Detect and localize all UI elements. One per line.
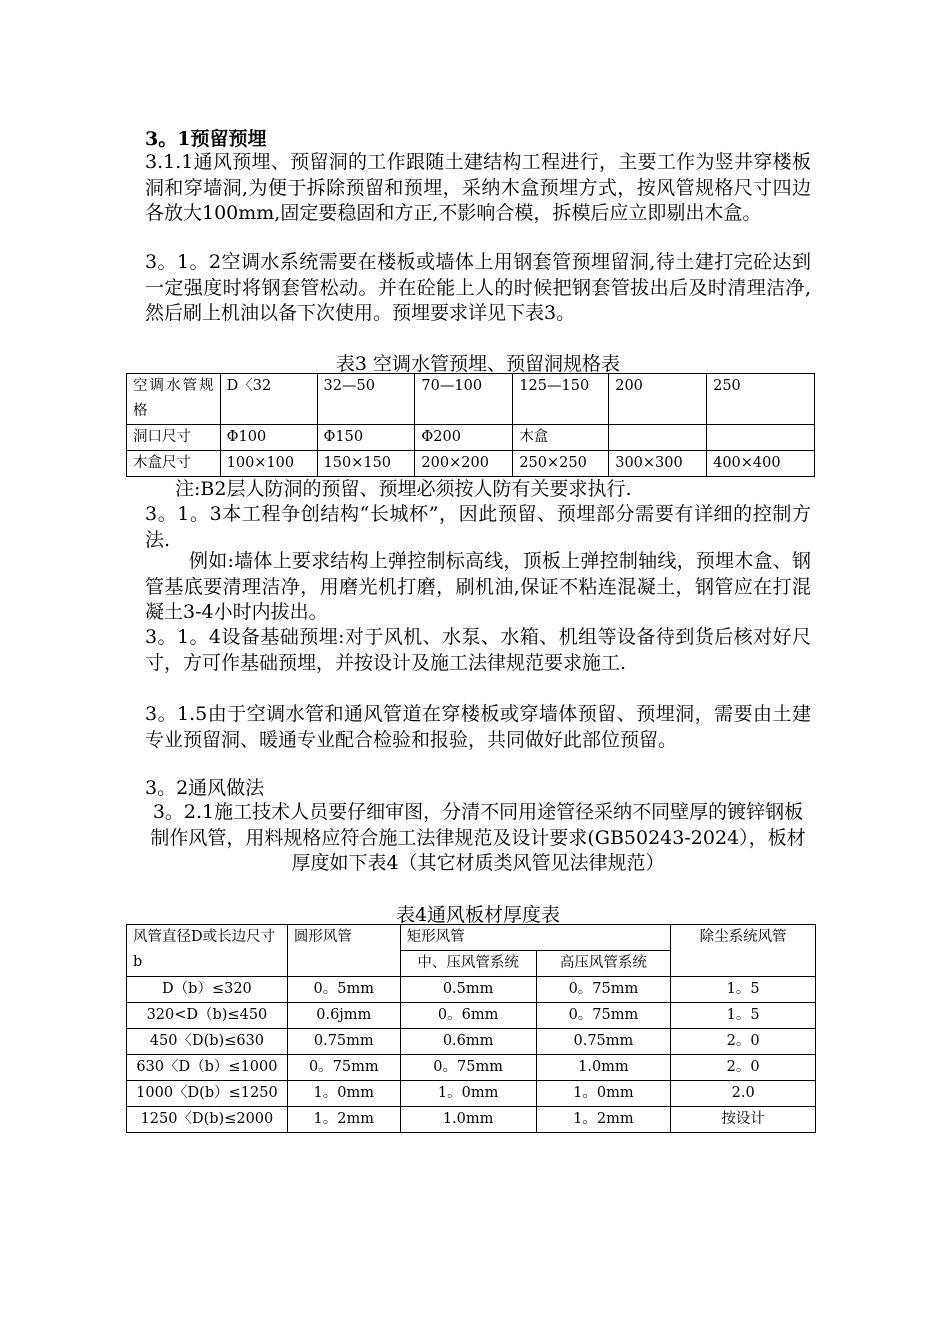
table-cell: 70—100	[415, 374, 513, 425]
section-heading: 3。1预留预埋	[145, 128, 267, 150]
table-row	[127, 374, 815, 425]
table4	[126, 924, 816, 1133]
table-cell: 100×100	[220, 451, 317, 477]
header-dust: 除尘系统风管	[671, 925, 816, 977]
table-cell: 400×400	[707, 451, 815, 477]
table-cell: 0.6mm	[400, 1029, 536, 1055]
paragraph-3-1-5: 3。1.5由于空调水管和通风管道在穿楼板或穿墙体预留、预埋洞，需要由土建专业预留洞、暖通专业配合检验和报验，共同做好此部位预留。	[145, 703, 811, 751]
header-size: 风管直径D或长边尺寸b	[127, 925, 288, 977]
table-row	[127, 1029, 816, 1055]
table-cell: 1.0mm	[536, 1055, 671, 1081]
table3-caption: 表3 空调水管预埋、预留洞规格表	[335, 353, 621, 375]
table-cell: 150×150	[317, 451, 415, 477]
paragraph-3-2-1: 3。2.1施工技术人员要仔细审图，分清不同用途管径采纳不同壁厚的镀锌钢板制作风管，用料规格应符合施工法律规范及设计要求(GB50243-2024），板材厚度如下表4（其它材质类风管见法律规范）	[150, 801, 806, 874]
table-cell: 2。0	[671, 1029, 816, 1055]
table-cell: 1。0mm	[536, 1081, 671, 1107]
table-cell	[609, 425, 707, 451]
table-cell: 125—150	[513, 374, 609, 425]
table-cell: 32—50	[317, 374, 415, 425]
table-row	[127, 1003, 816, 1029]
table-cell: 1。2mm	[536, 1107, 671, 1133]
table-row	[127, 425, 815, 451]
table-cell: 1。0mm	[287, 1081, 400, 1107]
table-cell: D（b）≤320	[127, 977, 288, 1003]
paragraph-3-1-2: 3。1。2空调水系统需要在楼板或墙体上用钢套管预埋留洞,待土建打完砼达到一定强度时将钢套管松动。并在砼能上人的时候把钢套管拔出后及时清理洁净,然后刷上机油以备下次使用。预埋要求详见下表3。	[145, 251, 811, 324]
table-cell: 木盒	[513, 425, 609, 451]
table-cell: 0。75mm	[536, 1003, 671, 1029]
table-cell: 2。0	[671, 1055, 816, 1081]
table-cell: 木盒尺寸	[127, 451, 221, 477]
table-cell: 0。75mm	[400, 1055, 536, 1081]
header-mid: 中、压风管系统	[400, 951, 536, 977]
table-cell	[707, 425, 815, 451]
table-cell: 0.5mm	[400, 977, 536, 1003]
paragraph-3-1-4: 3。1。4设备基础预埋:对于风机、水泵、水箱、机组等设备待到货后核对好尺寸，方可作基础预埋，并按设计及施工法律规范要求施工.	[145, 626, 811, 674]
header-round: 圆形风管	[287, 925, 400, 977]
table-row	[127, 977, 816, 1003]
table-cell: 1000〈D(b）≤1250	[127, 1081, 288, 1107]
table-cell: 0。5mm	[287, 977, 400, 1003]
table-cell: 1。5	[671, 977, 816, 1003]
table-cell: 0.75mm	[287, 1029, 400, 1055]
table-cell: 0。6mm	[400, 1003, 536, 1029]
table-cell: Φ100	[220, 425, 317, 451]
table-cell: 450〈D(b)≤630	[127, 1029, 288, 1055]
table3	[126, 373, 815, 477]
note-b2: 注:B2层人防洞的预留、预埋必须按人防有关要求执行.	[175, 478, 632, 500]
paragraph-3-1-3: 3。1。3本工程争创结构“长城杯”，因此预留、预埋部分需要有详细的控制方法.	[145, 503, 811, 551]
table-cell: 0。75mm	[287, 1055, 400, 1081]
table-cell: 250×250	[513, 451, 609, 477]
table-cell: 1.0mm	[400, 1107, 536, 1133]
table-header-row	[127, 925, 816, 951]
table-cell: 630〈D（b）≤1000	[127, 1055, 288, 1081]
section-3-2-heading: 3。2通风做法	[145, 777, 265, 799]
table-row	[127, 451, 815, 477]
table-cell: 1250〈D(b)≤2000	[127, 1107, 288, 1133]
table-cell: 300×300	[609, 451, 707, 477]
table-cell: 0.75mm	[536, 1029, 671, 1055]
table-cell: 200×200	[415, 451, 513, 477]
table-cell: 2.0	[671, 1081, 816, 1107]
table-cell: D〈32	[220, 374, 317, 425]
table-row	[127, 1055, 816, 1081]
header-high: 高压风管系统	[536, 951, 671, 977]
paragraph-3-1-1: 3.1.1通风预埋、预留洞的工作跟随土建结构工程进行，主要工作为竖井穿楼板洞和穿墙洞,为便于拆除预留和预埋，采纳木盒预埋方式，按风管规格尺寸四边各放大100mm,固定要稳固和方正,不影响合模，拆模后应立即剔出木盒。	[145, 151, 811, 224]
header-rect: 矩形风管	[400, 925, 671, 951]
table-row	[127, 1081, 816, 1107]
table-cell: 320<D（b)≤450	[127, 1003, 288, 1029]
table-cell: 1。0mm	[400, 1081, 536, 1107]
table-row	[127, 1107, 816, 1133]
table-cell: 空调水管规格	[127, 374, 221, 425]
table-cell: 0。75mm	[536, 977, 671, 1003]
table-cell: 1。5	[671, 1003, 816, 1029]
table-cell: 洞口尺寸	[127, 425, 221, 451]
table-cell: Φ200	[415, 425, 513, 451]
paragraph-example: 例如:墙体上要求结构上弹控制标高线，顶板上弹控制轴线，预埋木盒、钢管基底要清理洁净，用磨光机打磨，刷机油,保证不粘连混凝土，钢管应在打混凝土3-4小时内拔出。	[145, 550, 811, 623]
table4-caption: 表4通风板材厚度表	[395, 904, 561, 926]
table-cell: 1。2mm	[287, 1107, 400, 1133]
table-cell: Φ150	[317, 425, 415, 451]
table-cell: 0.6jmm	[287, 1003, 400, 1029]
table-cell: 250	[707, 374, 815, 425]
table-cell: 按设计	[671, 1107, 816, 1133]
table-cell: 200	[609, 374, 707, 425]
